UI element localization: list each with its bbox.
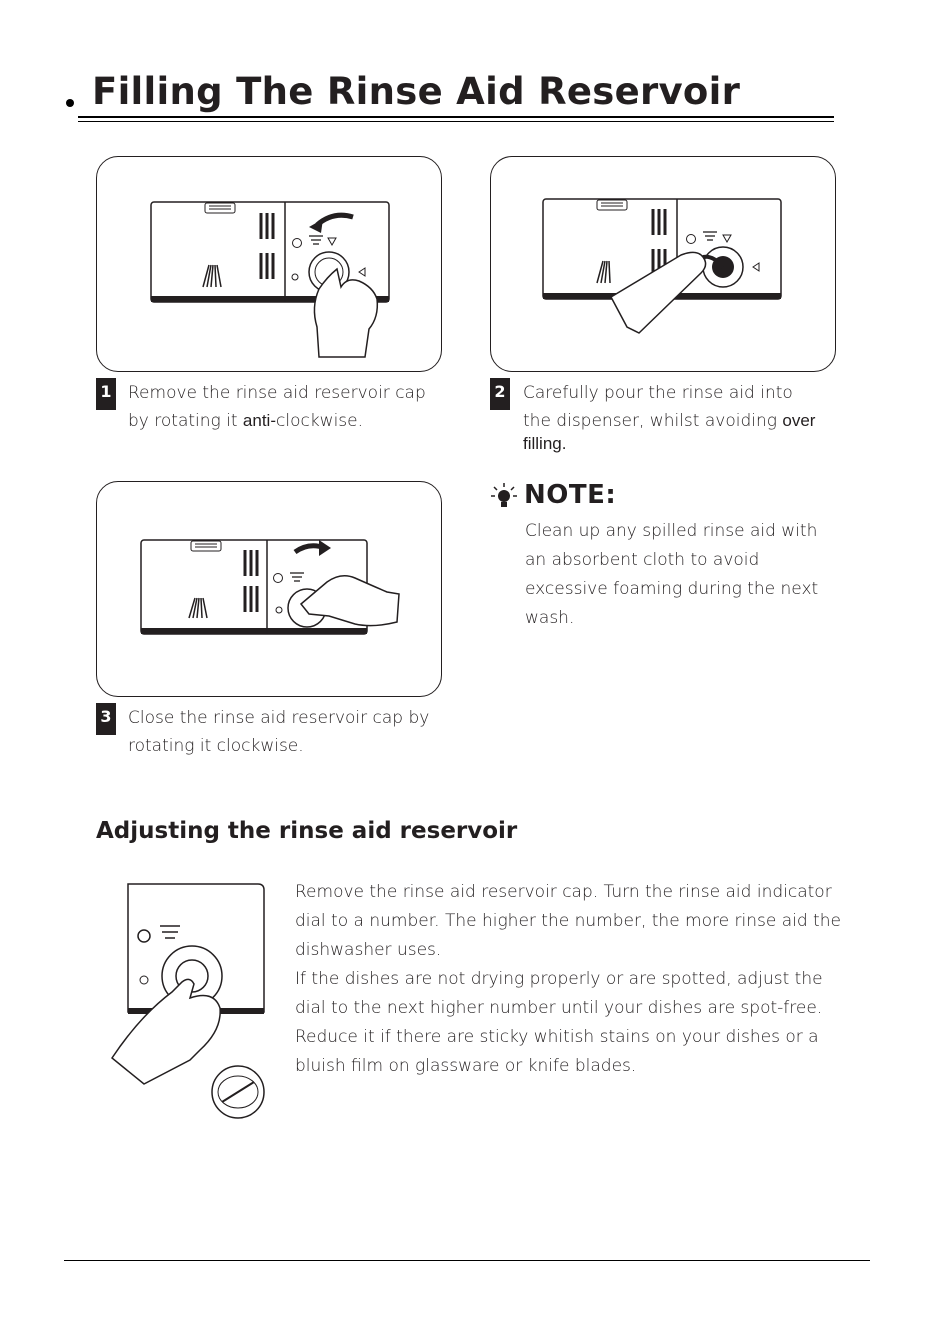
step-3-text bbox=[128, 704, 448, 760]
step-1-line-2c: clockwise. bbox=[276, 411, 364, 431]
adjust-heading: Adjusting the rinse aid reservoir bbox=[96, 818, 518, 844]
footer-rule bbox=[64, 1260, 870, 1261]
adjust-line-2: dial to a number. The higher the number, the more rinse aid the bbox=[295, 911, 841, 931]
page-title: Filling The Rinse Aid Reservoir bbox=[92, 70, 741, 113]
step-2-line-2b: over bbox=[782, 411, 816, 430]
step-3-illustration bbox=[97, 482, 441, 696]
note-line-2: an absorbent cloth to avoid bbox=[525, 550, 760, 570]
title-rule-thin bbox=[78, 121, 834, 122]
adjust-line-3: dishwasher uses. bbox=[295, 940, 442, 960]
note-line-4: wash. bbox=[525, 608, 575, 628]
step-1-line-2 bbox=[128, 407, 448, 435]
step-1-text bbox=[128, 379, 448, 435]
note-line-1: Clean up any spilled rinse aid with bbox=[525, 521, 818, 541]
step-3-number: 3 bbox=[96, 703, 116, 735]
step-3-illustration-panel bbox=[96, 481, 442, 697]
adjust-line-7: bluish film on glassware or knife blades. bbox=[295, 1056, 637, 1076]
note-section bbox=[490, 480, 850, 510]
step-2-line-1: Carefully pour the rinse aid into bbox=[523, 383, 793, 403]
step-2-line-2a: the dispenser, whilst avoiding bbox=[523, 411, 783, 431]
step-1-illustration bbox=[97, 157, 441, 371]
step-3-line-1: Close the rinse aid reservoir cap by bbox=[128, 708, 430, 728]
title-rule bbox=[78, 116, 834, 118]
dial-adjust-illustration bbox=[104, 880, 274, 1120]
step-3-line-2: rotating it clockwise. bbox=[128, 736, 304, 756]
title-bullet bbox=[66, 99, 74, 107]
step-2-illustration bbox=[491, 157, 835, 371]
step-1-line-1: Remove the rinse aid reservoir cap bbox=[128, 383, 426, 403]
adjust-line-4: If the dishes are not drying properly or are spotted, adjust the bbox=[295, 969, 823, 989]
note-body bbox=[525, 517, 840, 633]
step-1-line-2b: anti- bbox=[242, 411, 276, 430]
adjust-line-1: Remove the rinse aid reservoir cap. Turn the rinse aid indicator bbox=[295, 882, 832, 902]
step-2-line-3: filling. bbox=[523, 434, 567, 453]
adjust-illustration bbox=[104, 880, 274, 1120]
step-1-line-2a: by rotating it bbox=[128, 411, 243, 431]
step-2-number: 2 bbox=[490, 378, 510, 410]
adjust-line-5: dial to the next higher number until your dishes are spot-free. bbox=[295, 998, 823, 1018]
step-2-text bbox=[523, 379, 843, 453]
step-2-line-2 bbox=[523, 407, 843, 435]
lightbulb-icon bbox=[490, 481, 518, 509]
step-2-illustration-panel bbox=[490, 156, 836, 372]
note-heading: NOTE: bbox=[524, 480, 617, 510]
step-1-illustration-panel bbox=[96, 156, 442, 372]
note-line-3: excessive foaming during the next bbox=[525, 579, 819, 599]
adjust-line-6: Reduce it if there are sticky whitish stains on your dishes or a bbox=[295, 1027, 819, 1047]
adjust-body bbox=[295, 878, 855, 1081]
step-1-number: 1 bbox=[96, 378, 116, 410]
